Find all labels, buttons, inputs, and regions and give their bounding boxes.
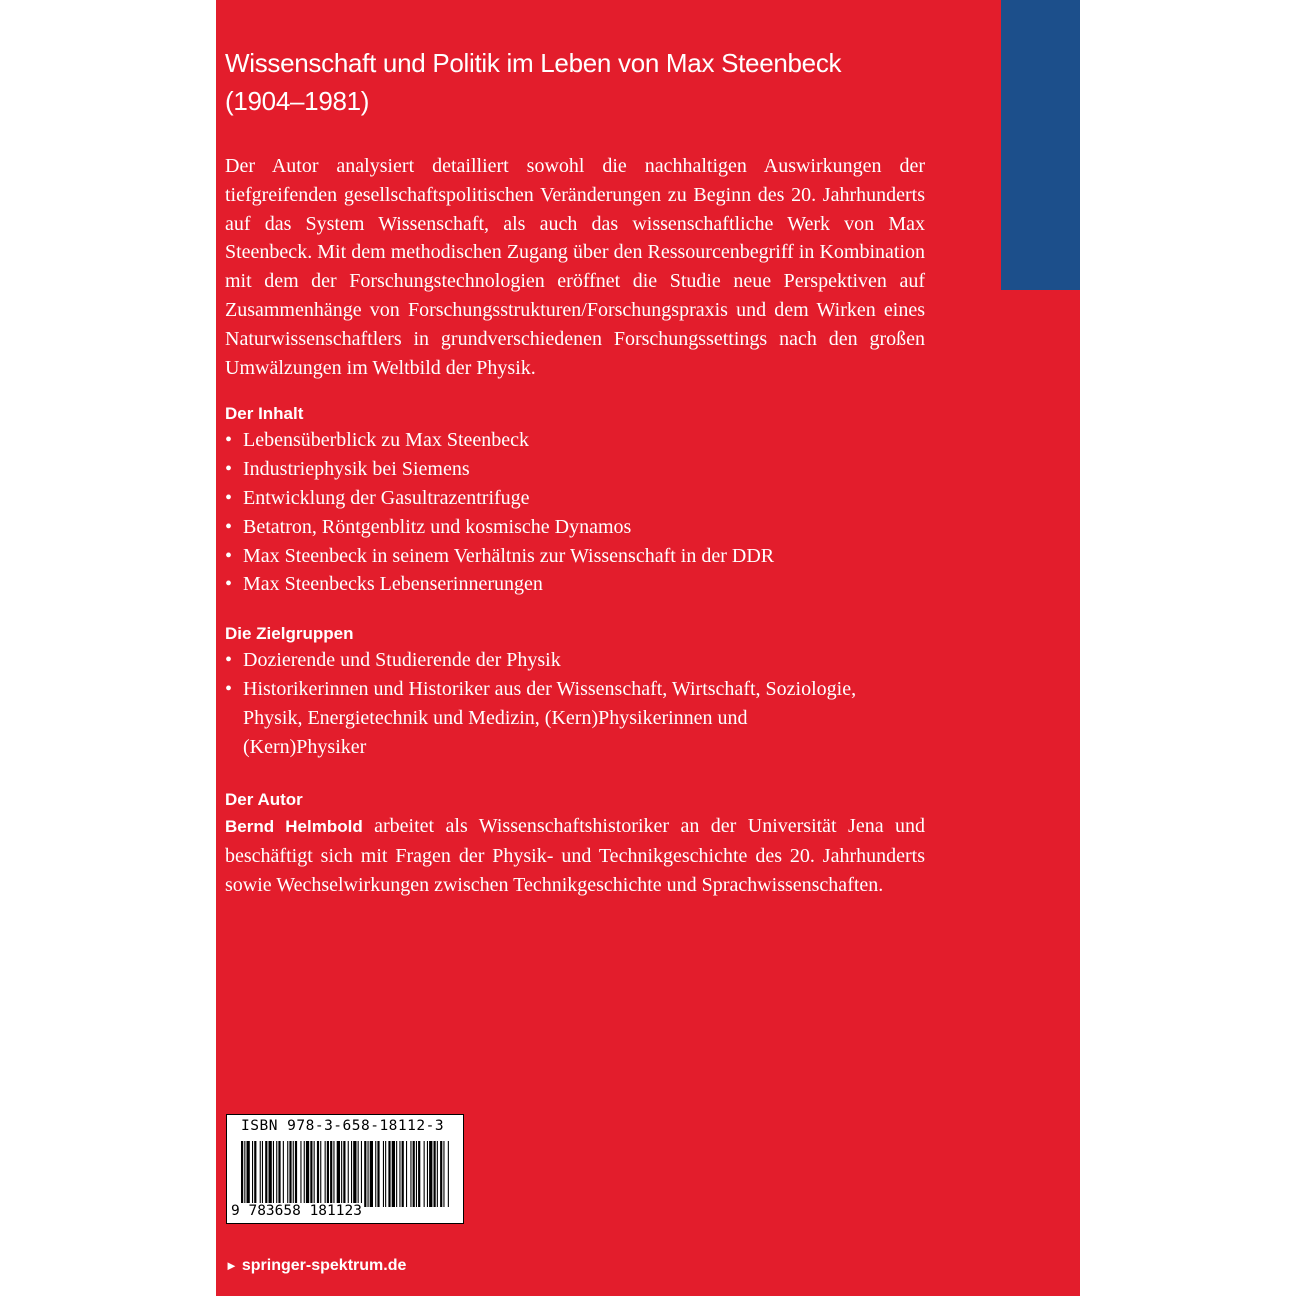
bullet-icon: • <box>225 515 233 538</box>
list-item: • Historikerinnen und Historiker aus der Wissenschaft, Wirtschaft, Soziologie, Physik, Energietechnik und Medizin, (Kern)Physikerinnen und (Kern)Physiker <box>225 675 865 761</box>
bullet-icon: • <box>225 429 233 452</box>
isbn-label: ISBN 978-3-658-18112-3 <box>241 1118 445 1134</box>
bullet-icon: • <box>225 573 233 596</box>
list-item: • Industriephysik bei Siemens <box>225 455 925 484</box>
inhalt-heading: Der Inhalt <box>225 404 304 424</box>
list-item: • Betatron, Röntgenblitz und kosmische Dynamos <box>225 513 925 542</box>
bullet-icon: • <box>225 486 233 509</box>
cover-content <box>225 44 925 900</box>
zielgruppen-list <box>225 646 865 761</box>
abstract: Der Autor analysiert detailliert sowohl die nachhaltigen Auswirkungen der tiefgreifenden gesellschaftspolitischen Veränderungen zu Beginn des 20. Jahrhunderts auf das System Wissenschaft, als auch das wissenschaftliche Werk von Max Steenbeck. Mit dem methodischen Zugang über den Ressourcenbegriff in Kombination mit dem der Forschungstechnologien eröffnet die Studie neue Perspektiven auf Zusammenhänge von Forschungsstrukturen/Forschungspraxis und dem Wirken eines Naturwissenschaftlers in grundverschiedenen Forschungssettings nach den großen Umwälzungen im Weltbild der Physik. <box>225 155 925 379</box>
author-bio-text: arbeitet als Wissenschaftshistoriker an der Universität Jena und beschäftigt sich mit Fragen der Physik- und Technikgeschichte des 20. Jahrhunderts sowie Wechselwirkungen zwischen Technikgeschichte und Sprachwissenschaften. <box>225 815 925 896</box>
barcode-digits: 9 783658 181123 <box>231 1203 362 1219</box>
title-line-1: Wissenschaft und Politik im Leben von Max Steenbeck <box>225 48 842 78</box>
publisher-website[interactable] <box>225 1257 406 1275</box>
bullet-icon: • <box>225 458 233 481</box>
book-title <box>225 44 925 120</box>
list-item: • Entwicklung der Gasultrazentrifuge <box>225 484 925 513</box>
author-bio <box>225 812 925 899</box>
autor-heading: Der Autor <box>225 790 303 810</box>
zielgruppen-heading: Die Zielgruppen <box>225 624 354 644</box>
inhalt-list <box>225 426 925 599</box>
isbn-barcode-box <box>226 1114 464 1224</box>
book-back-cover <box>216 0 1080 1296</box>
barcode-icon <box>239 1141 451 1207</box>
bullet-icon: • <box>225 677 233 700</box>
list-item: • Dozierende und Studierende der Physik <box>225 646 865 675</box>
title-line-2: (1904–1981) <box>225 86 370 116</box>
website-text: springer-spektrum.de <box>241 1257 407 1274</box>
bullet-icon: • <box>225 649 233 672</box>
list-item: • Max Steenbecks Lebenserinnerungen <box>225 570 925 599</box>
arrow-right-icon: ► <box>225 1258 238 1273</box>
list-item: • Max Steenbeck in seinem Verhältnis zur Wissenschaft in der DDR <box>225 542 925 571</box>
blue-accent-strip <box>1001 0 1080 290</box>
bullet-icon: • <box>225 544 233 567</box>
list-item: • Lebensüberblick zu Max Steenbeck <box>225 426 925 455</box>
author-name: Bernd Helmbold <box>225 817 363 837</box>
